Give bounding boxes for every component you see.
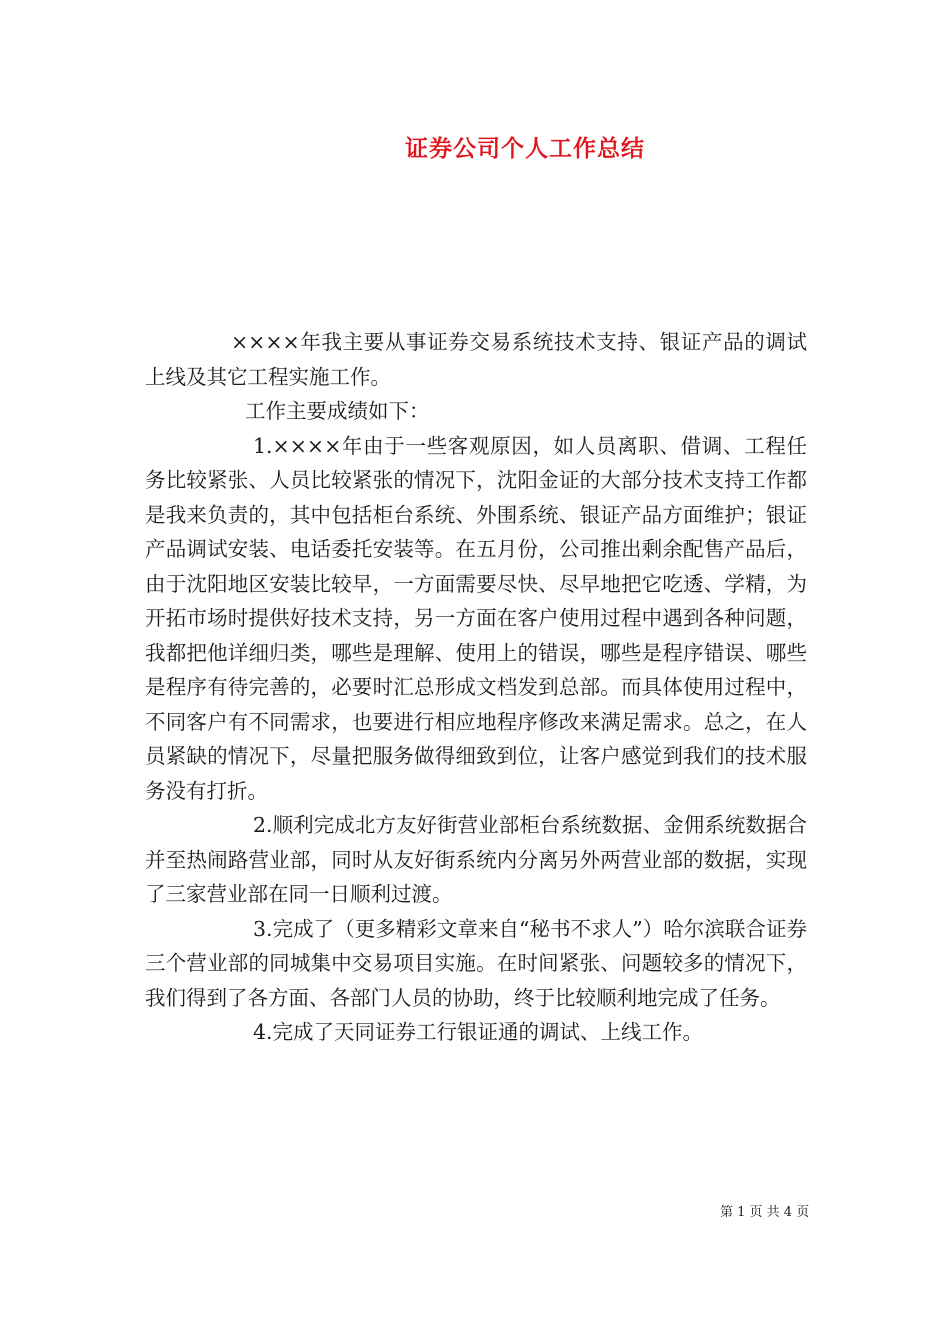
document-title: 证券公司个人工作总结: [405, 135, 645, 162]
paragraph-achievements-heading: 工作主要成绩如下：: [245, 399, 430, 423]
document-body: [145, 325, 807, 1050]
paragraph-item-2: 2.顺利完成北方友好街营业部柜台系统数据、金佣系统数据合并至热闹路营业部，同时从友好街系统内分离另外两营业部的数据，实现了三家营业部在同一日顺利过渡。: [145, 813, 807, 906]
page-number-footer: 第 1 页 共 4 页: [720, 1205, 810, 1220]
paragraph-item-3: 3.完成了（更多精彩文章来自“秘书不求人”）哈尔滨联合证券三个营业部的同城集中交易项目实施。在时间紧张、问题较多的情况下，我们得到了各方面、各部门人员的协助，终于比较顺利地完成了任务。: [145, 916, 807, 1010]
paragraph-item-4: 4.完成了天同证券工行银证通的调试、上线工作。: [253, 1020, 704, 1044]
paragraph-intro: ××××年我主要从事证券交易系统技术支持、银证产品的调试上线及其它工程实施工作。: [145, 330, 807, 389]
paragraph-item-1: 1.××××年由于一些客观原因，如人员离职、借调、工程任务比较紧张、人员比较紧张的情况下，沈阳金证的大部分技术支持工作都是我来负责的，其中包括柜台系统、外围系统、银证产品方面维护；银证产品调试安装、电话委托安装等。在五月份，公司推出剩余配售产品后，由于沈阳地区安装比较早，一方面需要尽快、尽早地把它吃透、学精，为开拓市场时提供好技术支持，另一方面在客户使用过程中遇到各种问题，我都把他详细归类，哪些是理解、使用上的错误，哪些是程序错误、哪些是程序有待完善的，必要时汇总形成文档发到总部。而具体使用过程中，不同客户有不同需求，也要进行相应地程序修改来满足需求。总之，在人员紧缺的情况下，尽量把服务做得细致到位，让客户感觉到我们的技术服务没有打折。: [145, 433, 807, 803]
